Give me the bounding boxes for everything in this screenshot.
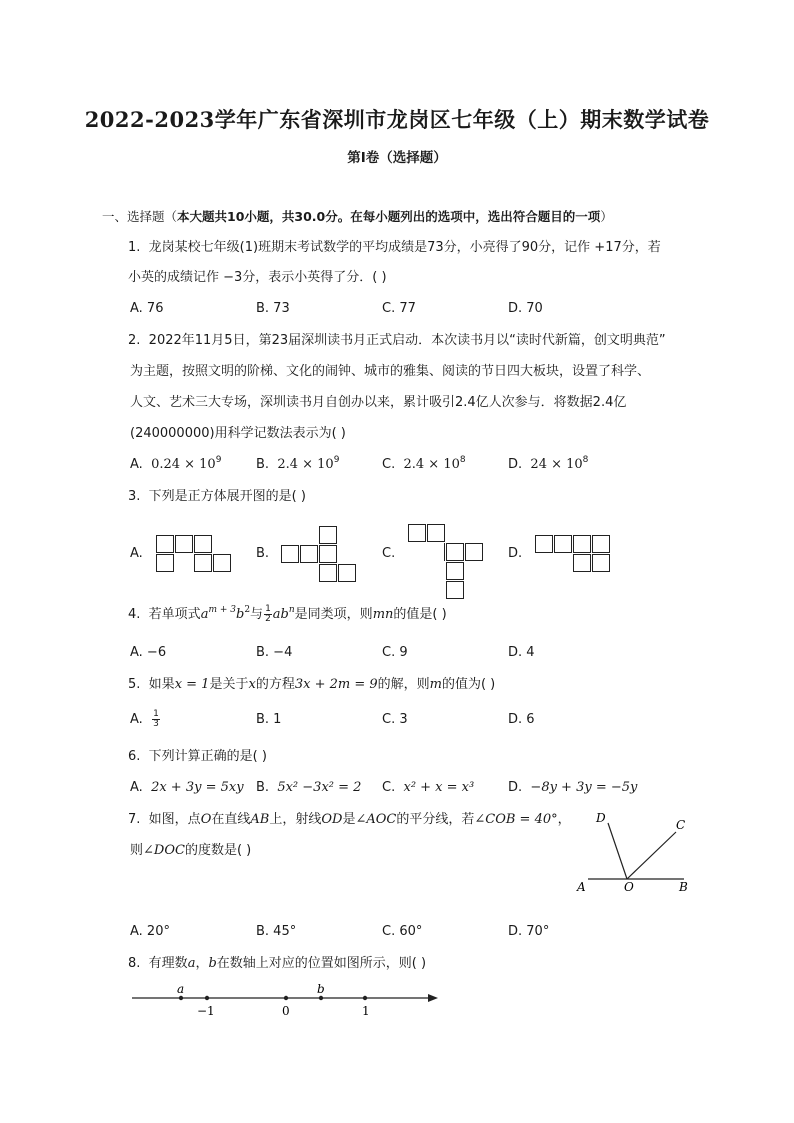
question-text: ， — [195, 956, 209, 971]
q3-option-b-label[interactable]: B. — [256, 546, 270, 561]
math-expr: x = 1 — [174, 677, 210, 692]
label-zero: 0 — [282, 1004, 290, 1018]
question-text: 是同类项，则 — [294, 607, 373, 622]
question-2-line2: 为主题，按照文明的阶梯、文化的闹钟、城市的雅集、阅读的节日四大板块，设置了科学、 — [130, 364, 651, 379]
question-number: 6. — [128, 749, 141, 764]
question-number: 8. — [128, 956, 141, 971]
question-text: 的值是( ) — [393, 607, 447, 622]
question-text: 的方程 — [255, 677, 295, 692]
math-expr: O — [200, 812, 212, 827]
option-label: C. — [382, 780, 396, 795]
question-number: 3. — [128, 489, 141, 504]
q6-option-a[interactable] — [130, 778, 244, 798]
question-text: 在直线 — [211, 812, 251, 827]
math-expr: 3x + 2m = 9 — [294, 677, 378, 692]
question-text: 的度数是( ) — [184, 843, 252, 858]
option-exp: 9 — [333, 455, 340, 465]
question-text: 龙岗某校七年级(1)班期末考试数学的平均成绩是73分，小亮得了90分，记作 +17分，若 — [148, 240, 661, 255]
q5-option-c[interactable]: C. 3 — [382, 712, 408, 727]
label-o: O — [624, 880, 634, 894]
option-expr: −8y + 3y = −5y — [530, 780, 638, 795]
option-exp: 8 — [459, 455, 466, 465]
question-text: 是 — [342, 812, 356, 827]
option-expr: 0.24 × 10 — [151, 457, 216, 472]
question-text: 的平分线，若 — [396, 812, 475, 827]
math-expr: ∠DOC — [143, 843, 185, 858]
question-text: 的解，则 — [377, 677, 430, 692]
q7-option-b[interactable]: B. 45° — [256, 924, 297, 939]
point-a — [179, 996, 183, 1000]
q2-option-c[interactable] — [382, 455, 466, 475]
label-one: 1 — [362, 1004, 370, 1018]
option-label: B. — [256, 457, 270, 472]
q4-option-d[interactable]: D. 4 — [508, 645, 535, 660]
q2-option-b[interactable] — [256, 455, 339, 475]
option-label: D. — [508, 780, 523, 795]
question-text: 是关于 — [209, 677, 249, 692]
question-text: 则 — [130, 843, 144, 858]
option-expr: 2.4 × 10 — [403, 457, 460, 472]
q4-option-a[interactable]: A. −6 — [130, 645, 167, 660]
point-neg1 — [205, 996, 209, 1000]
section-prefix: 一、选择题（ — [102, 209, 178, 224]
point-zero — [284, 996, 288, 1000]
ray-oc — [627, 832, 676, 879]
fraction: $\frac{1}{3}$ — [153, 709, 159, 729]
q3-option-a-label[interactable]: A. — [130, 546, 143, 561]
q1-option-b[interactable]: B. 73 — [256, 301, 290, 316]
option-expr: 2.4 × 10 — [277, 457, 334, 472]
math-expr: ∠AOC — [355, 812, 397, 827]
label-c: C — [676, 818, 686, 832]
math-expr: a — [187, 956, 196, 971]
question-text: 的值为( ) — [441, 677, 496, 692]
math-expr: OD — [321, 812, 343, 827]
question-number: 4. — [128, 607, 141, 622]
math-expr: b — [235, 607, 245, 622]
question-1-line2: 小英的成绩记作 −3分，表示小英得了分．( ) — [128, 270, 387, 285]
label-b: B — [679, 880, 688, 894]
q1-option-d[interactable]: D. 70 — [508, 301, 543, 316]
math-expr: b — [208, 956, 217, 971]
question-number: 5. — [128, 677, 141, 692]
question-1-line1 — [128, 238, 661, 258]
question-text: 上，射线 — [269, 812, 322, 827]
math-expr: a — [200, 607, 209, 622]
question-text: 有理数 — [148, 956, 188, 971]
question-text: ， — [557, 812, 571, 827]
point-one — [363, 996, 367, 1000]
fraction: $\frac{1}{2}$ — [265, 604, 271, 624]
question-5 — [128, 675, 495, 695]
q5-option-a[interactable] — [130, 710, 161, 730]
q2-option-a[interactable] — [130, 455, 221, 475]
option-label: D. — [508, 457, 523, 472]
section-suffix: ） — [600, 209, 613, 224]
q7-option-a[interactable]: A. 20° — [130, 924, 170, 939]
option-expr: x² + x = x³ — [403, 780, 475, 795]
option-expr: 2x + 3y = 5xy — [151, 780, 244, 795]
label-a: a — [177, 982, 185, 996]
math-expr: AB — [250, 812, 270, 827]
option-label: B. — [256, 780, 270, 795]
q7-option-c[interactable]: C. 60° — [382, 924, 423, 939]
page-subtitle: 第I卷（选择题） — [347, 150, 447, 166]
q6-option-b[interactable] — [256, 778, 361, 798]
question-number: 1. — [128, 240, 141, 255]
axis-arrow — [428, 994, 438, 1002]
question-2-line4: (240000000)用科学记数法表示为( ) — [130, 426, 346, 441]
option-expr: 5x² −3x² = 2 — [277, 780, 362, 795]
q1-option-a[interactable]: A. 76 — [130, 301, 164, 316]
question-7-line1 — [128, 810, 571, 830]
question-text: 若单项式 — [148, 607, 201, 622]
q4-option-c[interactable]: C. 9 — [382, 645, 408, 660]
section-header — [102, 207, 613, 225]
page-title: 2022-2023学年广东省深圳市龙岗区七年级（上）期末数学试卷 — [84, 107, 710, 132]
math-exp: 2 — [244, 605, 251, 615]
q3-option-c-label[interactable]: C. — [382, 546, 396, 561]
math-expr: x — [248, 677, 256, 692]
option-label: A. — [130, 780, 143, 795]
q6-option-d[interactable] — [508, 778, 637, 798]
q7-option-d[interactable]: D. 70° — [508, 924, 550, 939]
question-number: 7. — [128, 812, 141, 827]
option-exp: 8 — [582, 455, 589, 465]
question-text: 与 — [250, 607, 264, 622]
math-exp: n — [288, 605, 295, 615]
q4-option-b[interactable]: B. −4 — [256, 645, 293, 660]
question-text: 2022年11月5日，第23届深圳读书月正式启动．本次读书月以“读时代新篇，创文明典范” — [148, 333, 666, 348]
math-expr: m — [429, 677, 442, 692]
math-expr: ∠COB = 40° — [474, 812, 558, 827]
question-text: 如图，点 — [148, 812, 201, 827]
label-d: D — [596, 811, 606, 825]
math-expr: mn — [372, 607, 394, 622]
question-8 — [128, 954, 426, 974]
q1-option-c[interactable]: C. 77 — [382, 301, 416, 316]
question-6 — [128, 747, 267, 767]
q3-option-d-label[interactable]: D. — [508, 546, 523, 561]
label-a: A — [577, 880, 586, 894]
option-label: A. — [130, 712, 143, 727]
q5-option-b[interactable]: B. 1 — [256, 712, 282, 727]
question-3 — [128, 487, 306, 507]
question-number: 2. — [128, 333, 141, 348]
question-2-line3: 人文、艺术三大专场，深圳读书月自创办以来，累计吸引2.4亿人次参与．将数据2.4亿 — [130, 395, 627, 410]
q5-option-d[interactable]: D. 6 — [508, 712, 535, 727]
section-desc: 本大题共10小题，共30.0分。在每小题列出的选项中，选出符合题目的一项 — [177, 209, 601, 224]
math-expr: ab — [272, 607, 289, 622]
question-text: 下列计算正确的是( ) — [148, 749, 267, 764]
point-b — [319, 996, 323, 1000]
q2-option-d[interactable] — [508, 455, 588, 475]
question-2-line1 — [128, 331, 666, 351]
math-exp: m + 3 — [208, 605, 236, 615]
q6-option-c[interactable] — [382, 778, 474, 798]
question-text: 在数轴上对应的位置如图所示，则( ) — [216, 956, 427, 971]
option-expr: 24 × 10 — [530, 457, 583, 472]
question-7-line2 — [130, 841, 251, 861]
option-exp: 9 — [215, 455, 222, 465]
question-4 — [128, 605, 447, 625]
label-neg1: −1 — [197, 1004, 215, 1018]
question-text: 如果 — [148, 677, 175, 692]
option-label: A. — [130, 457, 143, 472]
question-text: 下列是正方体展开图的是( ) — [148, 489, 306, 504]
option-label: C. — [382, 457, 396, 472]
label-b: b — [317, 982, 325, 996]
ray-od — [608, 823, 627, 879]
